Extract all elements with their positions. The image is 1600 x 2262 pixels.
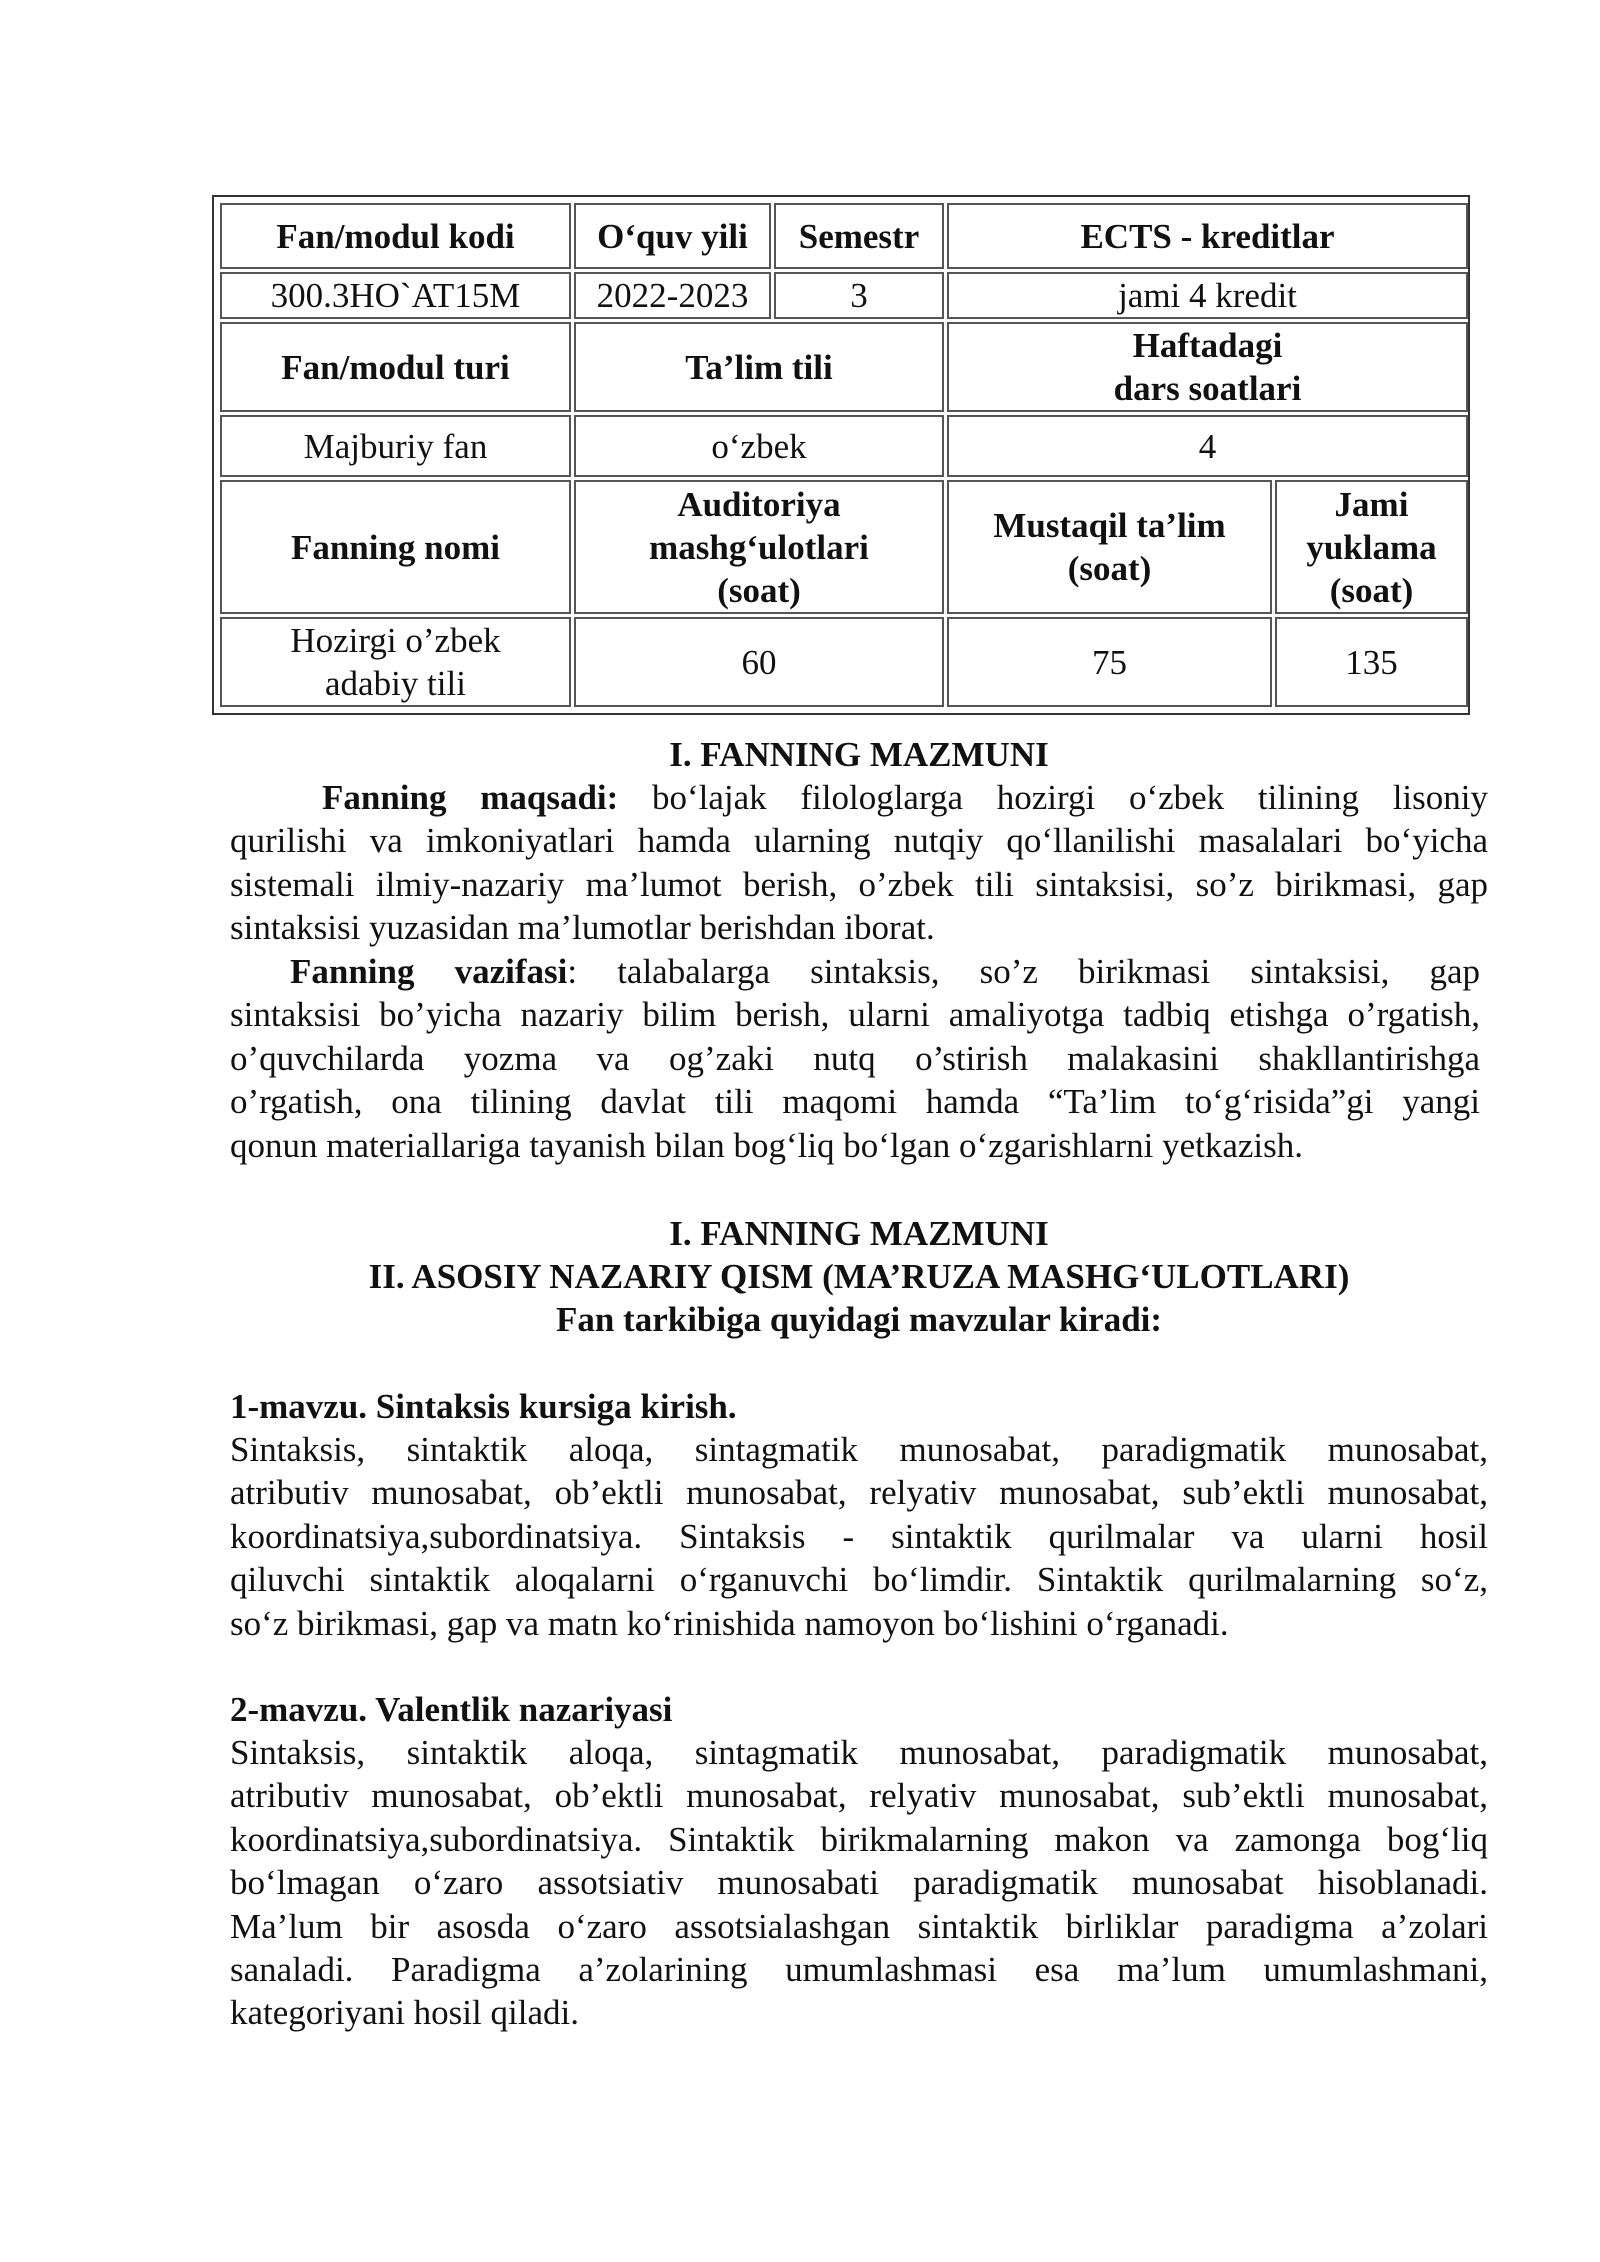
section-subtitle-topics: Fan tarkibiga quyidagi mavzular kiradi: xyxy=(555,1300,1163,1339)
header-weekly-hours xyxy=(947,322,1468,412)
table-row xyxy=(220,203,1468,269)
task-line: o’quvchilarda yozma va og’zaki nutq o’stirish malakasini shakllantirishga xyxy=(230,1038,1480,1078)
topic-1-body xyxy=(230,1428,1488,1645)
task-line: o’rgatish, ona tilining davlat tili maqomi hamda “Ta’lim to‘g‘risida”gi yangi xyxy=(230,1082,1480,1122)
task-line: sintaksisi bo’yicha nazariy bilim berish, ularni amaliyotga tadbiq etishga o’rgatish, xyxy=(230,995,1480,1035)
table-row xyxy=(220,415,1468,477)
topic-line: kategoriyani hosil qiladi. xyxy=(230,1993,579,2033)
topic-line: atributiv munosabat, ob’ektli munosabat, relyativ munosabat, sub’ektli munosabat, xyxy=(230,1473,1488,1513)
task-paragraph xyxy=(230,950,1480,1167)
goal-line: sistemali ilmiy-nazariy ma’lumot berish, o’zbek tili sintaksisi, so’z birikmasi, gap xyxy=(230,864,1488,904)
value-language: o‘zbek xyxy=(574,415,944,477)
weekly-hours-line2: dars soatlari xyxy=(1113,369,1302,408)
task-line: Fanning vazifasi: talabalarga sintaksis, so’z birikmasi sintaksisi, gap xyxy=(290,952,1480,991)
value-semester: 3 xyxy=(774,272,944,319)
topic-2-heading: 2-mavzu. Valentlik nazariyasi xyxy=(230,1690,673,1729)
goal-line: sintaksisi yuzasidan ma’lumotlar berishdan iborat. xyxy=(230,908,935,948)
header-total-load: Jami yuklama (soat) xyxy=(1275,480,1468,614)
section-title-content: I. FANNING MAZMUNI xyxy=(669,735,1049,774)
table-row xyxy=(220,322,1468,412)
value-module-code: 300.3HO`AT15M xyxy=(220,272,571,319)
value-subject-name: Hozirgi o’zbek adabiy tili xyxy=(220,617,571,707)
header-subject-name: Fanning nomi xyxy=(220,480,571,614)
table-row xyxy=(220,272,1468,319)
course-table xyxy=(217,200,1471,710)
header-semester: Semestr xyxy=(774,203,944,269)
value-total-load: 135 xyxy=(1275,617,1468,707)
weekly-hours-line1: Haftadagi xyxy=(1132,326,1283,365)
topic-line: koordinatsiya,subordinatsiya. Sintaktik birikmalarning makon va zamonga bog‘liq xyxy=(230,1819,1488,1859)
topic-line: Ma’lum bir asosda o‘zaro assotsialashgan sintaktik birliklar paradigma a’zolari xyxy=(230,1906,1488,1946)
table-row xyxy=(220,480,1468,614)
table-row xyxy=(220,617,1468,707)
value-weekly-hours: 4 xyxy=(947,415,1468,477)
topic-line: Sintaksis, sintaktik aloqa, sintagmatik munosabat, paradigmatik munosabat, xyxy=(230,1733,1488,1772)
value-independent-hours: 75 xyxy=(947,617,1272,707)
topic-2-body xyxy=(230,1731,1488,2035)
header-auditory-hours: Auditoriya mashg‘ulotlari (soat) xyxy=(574,480,944,614)
goal-line: qurilishi va imkoniyatlari hamda ularning nutqiy qo‘llanilishi masalalari bo‘yicha xyxy=(230,821,1488,861)
goal-line: Fanning maqsadi: bo‘lajak filologlarga hozirgi o‘zbek tilining lisoniy xyxy=(322,778,1488,817)
section-title-content-2: I. FANNING MAZMUNI xyxy=(669,1214,1049,1253)
goal-label: Fanning maqsadi: xyxy=(322,778,619,817)
value-academic-year: 2022-2023 xyxy=(574,272,771,319)
topic-1-heading: 1-mavzu. Sintaksis kursiga kirish. xyxy=(230,1387,737,1426)
value-ects-credits: jami 4 kredit xyxy=(947,272,1468,319)
topic-line: sanaladi. Paradigma a’zolarining umumlashmasi esa ma’lum umumlashmani, xyxy=(230,1950,1488,1990)
header-ects-credits: ECTS - kreditlar xyxy=(947,203,1468,269)
topic-line: bo‘lmagan o‘zaro assotsiativ munosabati paradigmatik munosabat hisoblanadi. xyxy=(230,1863,1488,1903)
header-language: Ta’lim tili xyxy=(574,322,944,412)
value-auditory-hours: 60 xyxy=(574,617,944,707)
topic-line: koordinatsiya,subordinatsiya. Sintaksis - sintaktik qurilmalar va ularni hosil xyxy=(230,1516,1488,1556)
topic-line: qiluvchi sintaktik aloqalarni o‘rganuvchi bo‘limdir. Sintaktik qurilmalarning so‘z, xyxy=(230,1560,1488,1600)
task-line: qonun materiallariga tayanish bilan bog‘liq bo‘lgan o‘zgarishlarni yetkazish. xyxy=(230,1125,1304,1165)
task-label: Fanning vazifasi xyxy=(290,952,568,991)
goal-paragraph xyxy=(230,776,1488,950)
header-module-code: Fan/modul kodi xyxy=(220,203,571,269)
course-info-table xyxy=(212,195,1470,715)
topic-line: so‘z birikmasi, gap va matn ko‘rinishida namoyon bo‘lishini o‘rganadi. xyxy=(230,1603,1229,1643)
header-academic-year: O‘quv yili xyxy=(574,203,771,269)
header-independent-hours: Mustaqil ta’lim (soat) xyxy=(947,480,1272,614)
topic-line: Sintaksis, sintaktik aloqa, sintagmatik munosabat, paradigmatik munosabat, xyxy=(230,1430,1488,1469)
header-module-type: Fan/modul turi xyxy=(220,322,571,412)
value-module-type: Majburiy fan xyxy=(220,415,571,477)
topic-line: atributiv munosabat, ob’ektli munosabat, relyativ munosabat, sub’ektli munosabat, xyxy=(230,1776,1488,1816)
section-title-theory: II. ASOSIY NAZARIY QISM (MA’RUZA MASHG‘ULOTLARI) xyxy=(368,1257,1350,1296)
